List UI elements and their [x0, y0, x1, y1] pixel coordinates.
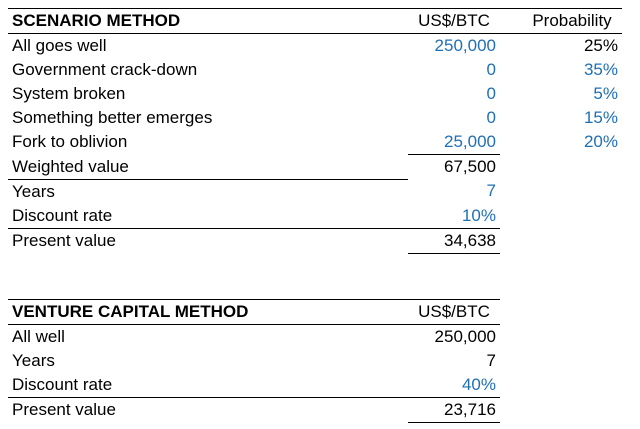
years-row	[8, 179, 622, 204]
vc-title: VENTURE CAPITAL METHOD	[8, 300, 408, 325]
scenario-probability-header: Probability	[522, 9, 622, 34]
scenario-label: Something better emerges	[12, 108, 213, 127]
vc-years-row	[8, 349, 500, 373]
scenario-label: Government crack-down	[12, 60, 198, 79]
scenario-probability[interactable]: 35%	[583, 60, 618, 79]
scenario-title: SCENARIO METHOD	[8, 9, 408, 34]
venture-capital-method-table	[8, 299, 500, 423]
vc-present-value-label: Present value	[12, 400, 116, 420]
vc-header-row	[8, 300, 500, 325]
present-value-label: Present value	[12, 230, 116, 250]
weighted-value: 67,500	[444, 157, 496, 176]
scenario-price[interactable]: 0	[486, 84, 496, 103]
scenario-header-row	[8, 9, 622, 34]
scenario-method-table	[8, 8, 622, 254]
vc-all-well-value: 250,000	[434, 327, 496, 346]
present-value-row	[8, 228, 622, 253]
scenario-price[interactable]: 0	[486, 108, 496, 127]
vc-discount-rate-value[interactable]: 40%	[408, 373, 500, 398]
scenario-price[interactable]: 250,000	[434, 36, 496, 55]
scenario-row	[8, 34, 622, 59]
scenario-price[interactable]: 25,000	[408, 130, 500, 155]
weighted-value-label: Weighted value	[8, 155, 408, 180]
scenario-label: System broken	[12, 84, 126, 103]
discount-rate-row	[8, 204, 622, 229]
scenario-price[interactable]: 0	[486, 60, 496, 79]
weighted-value-row	[8, 155, 622, 180]
scenario-row	[8, 130, 622, 155]
scenario-probability[interactable]: 5%	[593, 84, 618, 103]
vc-all-well-label: All well	[12, 327, 65, 346]
vc-all-well-row	[8, 325, 500, 350]
scenario-row	[8, 106, 622, 130]
vc-present-value-row	[8, 398, 500, 423]
scenario-probability[interactable]: 25%	[583, 36, 618, 55]
vc-years-label: Years	[12, 351, 55, 370]
scenario-price-header: US$/BTC	[408, 9, 500, 34]
discount-rate-value[interactable]: 10%	[408, 204, 500, 229]
scenario-row	[8, 58, 622, 82]
scenario-label: All goes well	[12, 36, 107, 55]
scenario-probability[interactable]: 15%	[583, 108, 618, 127]
vc-discount-rate-label: Discount rate	[8, 373, 408, 398]
vc-discount-rate-row	[8, 373, 500, 398]
present-value: 34,638	[408, 228, 500, 253]
vc-present-value: 23,716	[408, 398, 500, 423]
scenario-label: Fork to oblivion	[12, 132, 128, 152]
discount-rate-label: Discount rate	[8, 204, 408, 229]
header-gap	[500, 9, 522, 34]
scenario-probability[interactable]: 20%	[583, 132, 618, 152]
scenario-row	[8, 82, 622, 106]
vc-price-header: US$/BTC	[408, 300, 500, 325]
years-label: Years	[12, 181, 55, 201]
years-value[interactable]: 7	[486, 181, 496, 201]
vc-years-value: 7	[486, 351, 496, 370]
